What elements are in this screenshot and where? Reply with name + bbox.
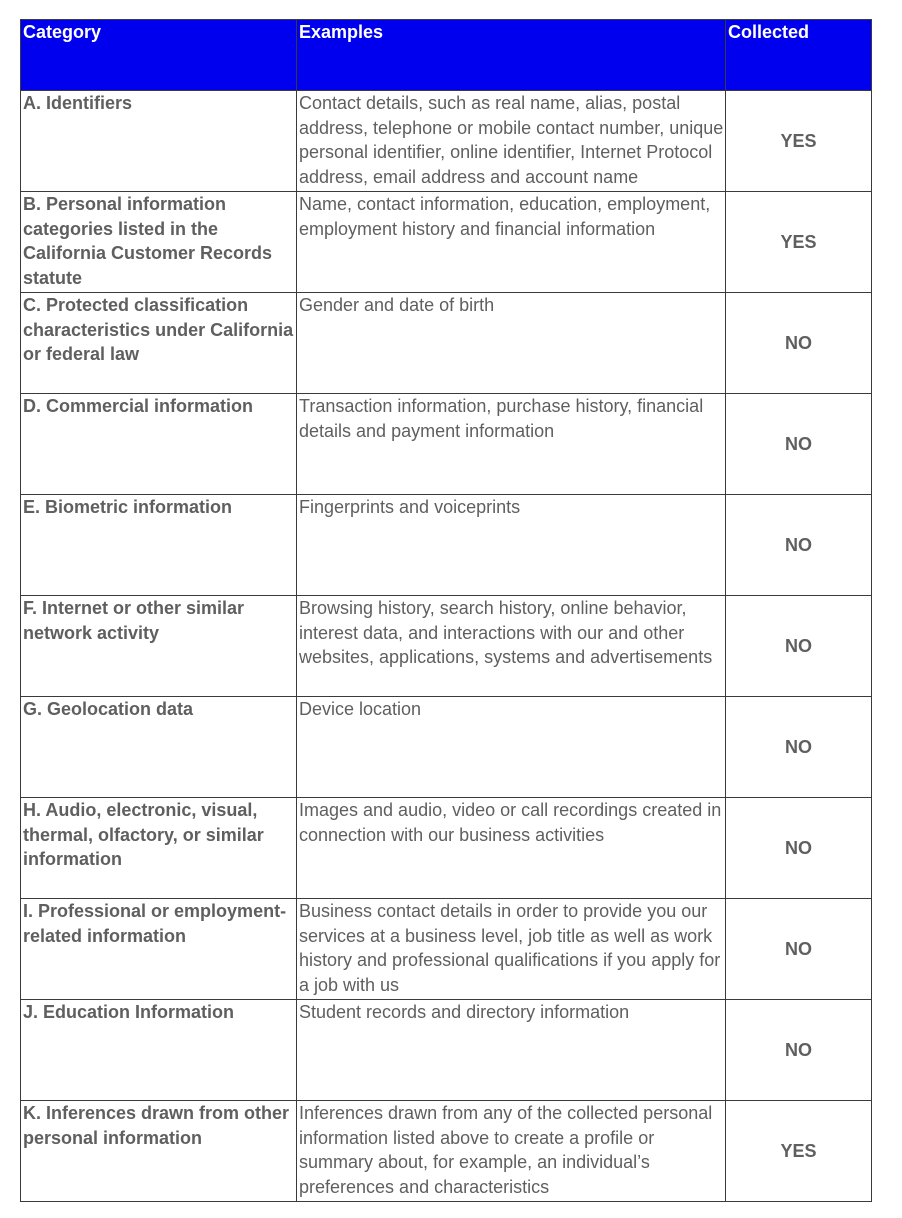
table-row xyxy=(21,1000,872,1101)
header-examples xyxy=(297,20,726,91)
personal-information-table xyxy=(20,19,872,1202)
collected-cell: NO xyxy=(726,495,872,596)
category-cell: J. Education Information xyxy=(21,1000,297,1101)
collected-cell: NO xyxy=(726,1000,872,1101)
collected-cell: NO xyxy=(726,394,872,495)
category-cell: F. Internet or other similar network activity xyxy=(21,596,297,697)
category-cell: A. Identifiers xyxy=(21,91,297,192)
collected-cell: YES xyxy=(726,1101,872,1202)
table-body xyxy=(21,91,872,1202)
header-row xyxy=(21,20,872,91)
collected-cell: NO xyxy=(726,899,872,1000)
category-cell: K. Inferences drawn from other personal information xyxy=(21,1101,297,1202)
examples-cell: Fingerprints and voiceprints xyxy=(297,495,726,596)
examples-cell: Device location xyxy=(297,697,726,798)
examples-cell: Business contact details in order to provide you our services at a business level, job title as well as work history and professional qualifications if you apply for a job with us xyxy=(297,899,726,1000)
table-row xyxy=(21,697,872,798)
examples-cell: Images and audio, video or call recordings created in connection with our business activities xyxy=(297,798,726,899)
table-row xyxy=(21,596,872,697)
category-cell: E. Biometric information xyxy=(21,495,297,596)
category-cell: D. Commercial information xyxy=(21,394,297,495)
examples-cell: Browsing history, search history, online behavior, interest data, and interactions with our and other websites, applications, systems and advertisements xyxy=(297,596,726,697)
header-category xyxy=(21,20,297,91)
category-cell: H. Audio, electronic, visual, thermal, olfactory, or similar information xyxy=(21,798,297,899)
collected-cell: YES xyxy=(726,91,872,192)
table-row xyxy=(21,798,872,899)
examples-cell: Inferences drawn from any of the collected personal information listed above to create a profile or summary about, for example, an individual’s preferences and characteristics xyxy=(297,1101,726,1202)
table-row xyxy=(21,1101,872,1202)
table-row xyxy=(21,91,872,192)
header-collected-label: Collected xyxy=(728,22,810,42)
collected-cell: NO xyxy=(726,293,872,394)
table-header xyxy=(21,20,872,91)
collected-cell: NO xyxy=(726,596,872,697)
header-examples-label: Examples xyxy=(299,22,384,42)
examples-cell: Gender and date of birth xyxy=(297,293,726,394)
examples-cell: Transaction information, purchase history, financial details and payment information xyxy=(297,394,726,495)
category-cell: I. Professional or employment-related information xyxy=(21,899,297,1000)
examples-cell: Student records and directory information xyxy=(297,1000,726,1101)
collected-cell: NO xyxy=(726,798,872,899)
header-category-label: Category xyxy=(23,22,102,42)
examples-cell: Name, contact information, education, employment, employment history and financial information xyxy=(297,192,726,293)
collected-cell: NO xyxy=(726,697,872,798)
table-row xyxy=(21,192,872,293)
collected-cell: YES xyxy=(726,192,872,293)
examples-cell: Contact details, such as real name, alias, postal address, telephone or mobile contact number, unique personal identifier, online identifier, Internet Protocol address, email address and account name xyxy=(297,91,726,192)
header-collected xyxy=(726,20,872,91)
category-cell: G. Geolocation data xyxy=(21,697,297,798)
category-cell: B. Personal information categories listed in the California Customer Records statute xyxy=(21,192,297,293)
table-row xyxy=(21,394,872,495)
category-cell: C. Protected classification characteristics under California or federal law xyxy=(21,293,297,394)
table-row xyxy=(21,293,872,394)
table-row xyxy=(21,899,872,1000)
table-row xyxy=(21,495,872,596)
